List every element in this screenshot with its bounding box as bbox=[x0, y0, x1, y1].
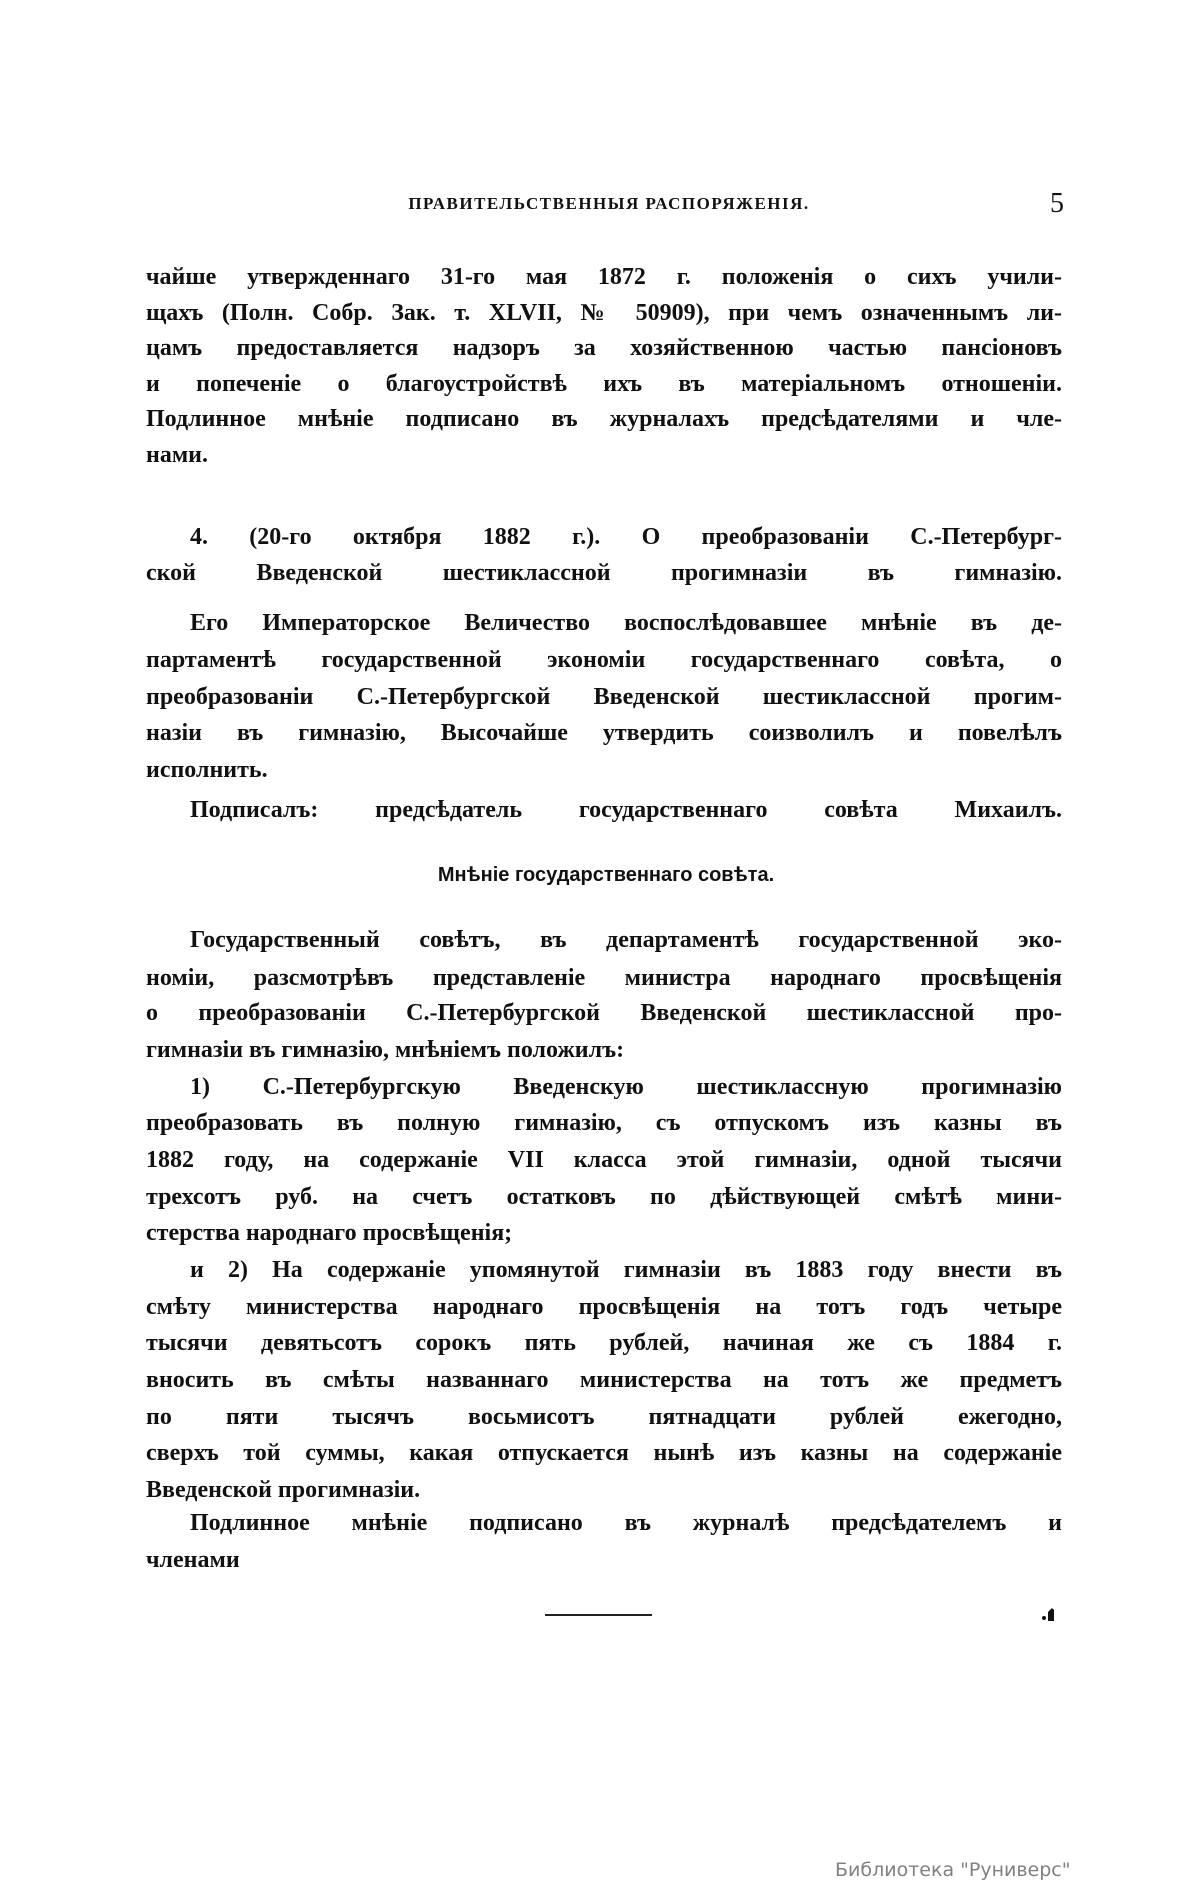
text-line: назіи въ гимназію, Высочайше утвердить соизволилъ и повелѣлъ bbox=[146, 720, 1062, 746]
section-subheading: Мнѣніе государственнаго совѣта. bbox=[437, 864, 775, 886]
text-line: чайше утвержденнаго 31-го мая 1872 г. положенія о сихъ учили- bbox=[146, 264, 1062, 290]
printer-mark-icon bbox=[1042, 1606, 1056, 1622]
text-line: ской Введенской шестиклассной прогимназіи въ гимназію. bbox=[146, 560, 1062, 586]
text-line: щахъ (Полн. Собр. Зак. т. XLVII, № 50909), при чемъ означеннымъ ли- bbox=[146, 300, 1062, 326]
text-line: тысячи девятьсотъ сорокъ пять рублей, начиная же съ 1884 г. bbox=[146, 1330, 1062, 1356]
running-header: ПРАВИТЕЛЬСТВЕННЫЯ РАСПОРЯЖЕНІЯ. bbox=[408, 194, 810, 213]
text-line: членами bbox=[146, 1547, 240, 1573]
text-line: 4. (20-го октября 1882 г.). О преобразованіи С.-Петербург- bbox=[190, 524, 1062, 550]
text-line: Введенской прогимназіи. bbox=[146, 1477, 421, 1503]
text-line: цамъ предоставляется надзоръ за хозяйственною частью пансіоновъ bbox=[146, 335, 1062, 361]
end-rule-divider bbox=[545, 1614, 652, 1616]
text-line: по пяти тысячъ восьмисотъ пятнадцати рублей ежегодно, bbox=[146, 1404, 1062, 1430]
text-line: гимназіи въ гимназію, мнѣніемъ положилъ: bbox=[146, 1037, 625, 1063]
text-line: преобразовать въ полную гимназію, съ отпускомъ изъ казны въ bbox=[146, 1110, 1062, 1136]
library-watermark: Библиотека "Руниверс" bbox=[835, 1859, 1071, 1881]
text-line: нами. bbox=[146, 442, 209, 468]
text-line: Его Императорское Величество воспослѣдовавшее мнѣніе въ де- bbox=[190, 610, 1062, 636]
text-line: Государственный совѣтъ, въ департаментѣ государственной эко- bbox=[190, 927, 1062, 953]
text-line: сверхъ той суммы, какая отпускается нынѣ изъ казны на содержаніе bbox=[146, 1440, 1062, 1466]
text-line: 1) С.-Петербургскую Введенскую шестиклассную прогимназію bbox=[190, 1074, 1062, 1100]
text-line: исполнить. bbox=[146, 757, 268, 783]
text-line: партаментѣ государственной экономіи государственнаго совѣта, о bbox=[146, 647, 1062, 673]
text-line: Подлинное мнѣніе подписано въ журналахъ предсѣдателями и чле- bbox=[146, 406, 1062, 432]
text-line: Подписалъ: предсѣдатель государственнаго совѣта Михаилъ. bbox=[190, 797, 1062, 823]
page-number: 5 bbox=[1050, 188, 1064, 219]
text-line: трехсотъ руб. на счетъ остатковъ по дѣйствующей смѣтѣ мини- bbox=[146, 1184, 1062, 1210]
text-line: 1882 году, на содержаніе VII класса этой гимназіи, одной тысячи bbox=[146, 1147, 1062, 1173]
text-line: смѣту министерства народнаго просвѣщенія на тотъ годъ четыре bbox=[146, 1294, 1062, 1320]
text-line: вносить въ смѣты названнаго министерства на тотъ же предметъ bbox=[146, 1367, 1062, 1393]
text-line: о преобразованіи С.-Петербургской Введенской шестиклассной про- bbox=[146, 1000, 1062, 1026]
text-line: и попеченіе о благоустройствѣ ихъ въ матеріальномъ отношеніи. bbox=[146, 371, 1062, 397]
text-line: стерства народнаго просвѣщенія; bbox=[146, 1220, 513, 1246]
text-line: номіи, разсмотрѣвъ представленіе министра народнаго просвѣщенія bbox=[146, 965, 1062, 991]
text-line: преобразованіи С.-Петербургской Введенской шестиклассной прогим- bbox=[146, 684, 1062, 710]
text-line: и 2) На содержаніе упомянутой гимназіи въ 1883 году внести въ bbox=[190, 1257, 1062, 1283]
text-line: Подлинное мнѣніе подписано въ журналѣ предсѣдателемъ и bbox=[190, 1510, 1062, 1536]
